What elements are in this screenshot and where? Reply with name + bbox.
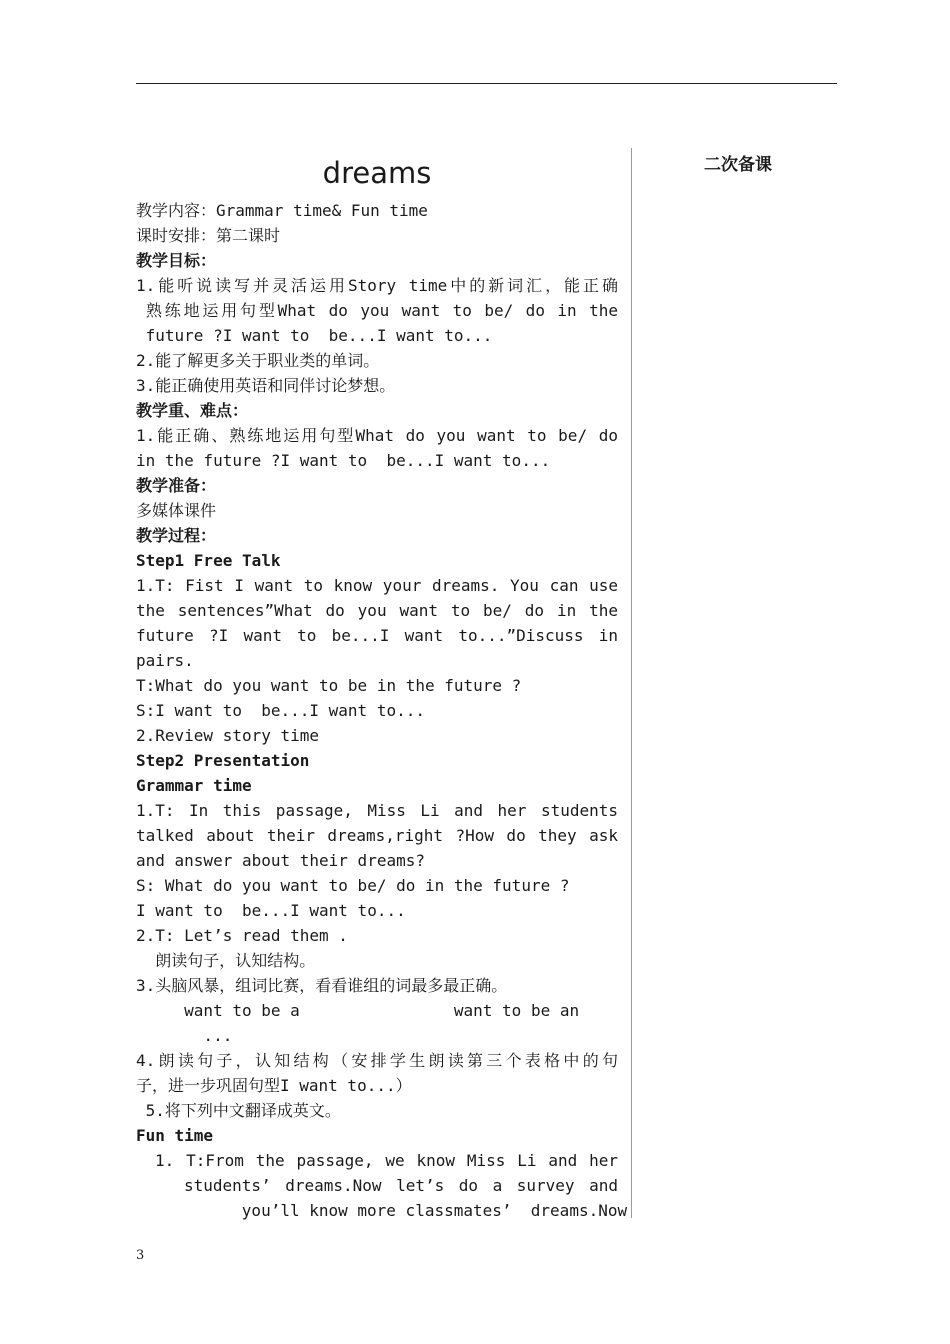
text-line: 1.T: Fist I want to know your dreams. You can use xyxy=(136,576,618,595)
text-line: 子，进一步巩固句型I want to...） xyxy=(136,1076,412,1095)
text-line: want to be a want to be an xyxy=(136,1001,580,1020)
text-line: future ?I want to be...I want to... xyxy=(136,326,493,345)
heading-grammar-time: Grammar time xyxy=(136,776,252,795)
text-line: students’ dreams.Now let’s do a survey and xyxy=(184,1176,618,1195)
column-divider xyxy=(631,148,632,1218)
text-line: you’ll know more classmates’ dreams.Now xyxy=(184,1201,628,1220)
document-title: dreams xyxy=(322,156,432,190)
text-line: 2.Review story time xyxy=(136,726,320,745)
heading-objectives: 教学目标： xyxy=(136,251,217,270)
text-line: 1.能正确、熟练地运用句型What do you want to be/ do xyxy=(136,426,618,445)
text-line: ... xyxy=(136,1026,233,1045)
text-line: S: What do you want to be/ do in the future ? xyxy=(136,876,570,895)
text-line: and answer about their dreams? xyxy=(136,851,425,870)
text-line: 4.朗读句子，认知结构（安排学生朗读第三个表格中的句 xyxy=(136,1051,618,1070)
text-line: T:What do you want to be in the future ? xyxy=(136,676,522,695)
main-text-column xyxy=(136,198,628,1223)
heading-step2: Step2 Presentation xyxy=(136,751,310,770)
text-line: pairs. xyxy=(136,651,194,670)
text-line: the sentences”What do you want to be/ do in the xyxy=(136,601,618,620)
heading-process: 教学过程： xyxy=(136,526,217,545)
text-line: 1.能听说读写并灵活运用Story time中的新词汇，能正确 xyxy=(136,276,618,295)
label-teaching-content: 教学内容：Grammar time& Fun time xyxy=(136,201,428,220)
heading-step1: Step1 Free Talk xyxy=(136,551,281,570)
heading-key-points: 教学重、难点： xyxy=(136,401,249,420)
text-line: 3.头脑风暴，组词比赛，看看谁组的词最多最正确。 xyxy=(136,976,508,995)
text-line: S:I want to be...I want to... xyxy=(136,701,425,720)
text-line: 朗读句子，认知结构。 xyxy=(136,951,316,970)
text-line: 2.能了解更多关于职业类的单词。 xyxy=(136,351,380,370)
side-column-title: 二次备课 xyxy=(704,155,772,175)
text-line: 2.T: Let’s read them . xyxy=(136,926,348,945)
text-line: 1.T: In this passage, Miss Li and her students xyxy=(136,801,618,820)
text-line: in the future ?I want to be...I want to... xyxy=(136,451,551,470)
text-line: I want to be...I want to... xyxy=(136,901,406,920)
text-line: future ?I want to be...I want to...”Discuss in xyxy=(136,626,618,645)
heading-fun-time: Fun time xyxy=(136,1126,214,1145)
header-rule xyxy=(136,83,837,84)
text-line: 3.能正确使用英语和同伴讨论梦想。 xyxy=(136,376,396,395)
text-line: talked about their dreams,right ?How do they ask xyxy=(136,826,618,845)
heading-preparation: 教学准备： xyxy=(136,476,217,495)
text-line: 熟练地运用句型What do you want to be/ do in the xyxy=(146,301,618,320)
text-line: 5.将下列中文翻译成英文。 xyxy=(136,1101,341,1120)
text-line: 1. T:From the passage, we know Miss Li and her xyxy=(155,1151,618,1170)
label-lesson-schedule: 课时安排：第二课时 xyxy=(136,226,281,245)
text-line: 多媒体课件 xyxy=(136,501,217,520)
page-number: 3 xyxy=(136,1248,145,1263)
